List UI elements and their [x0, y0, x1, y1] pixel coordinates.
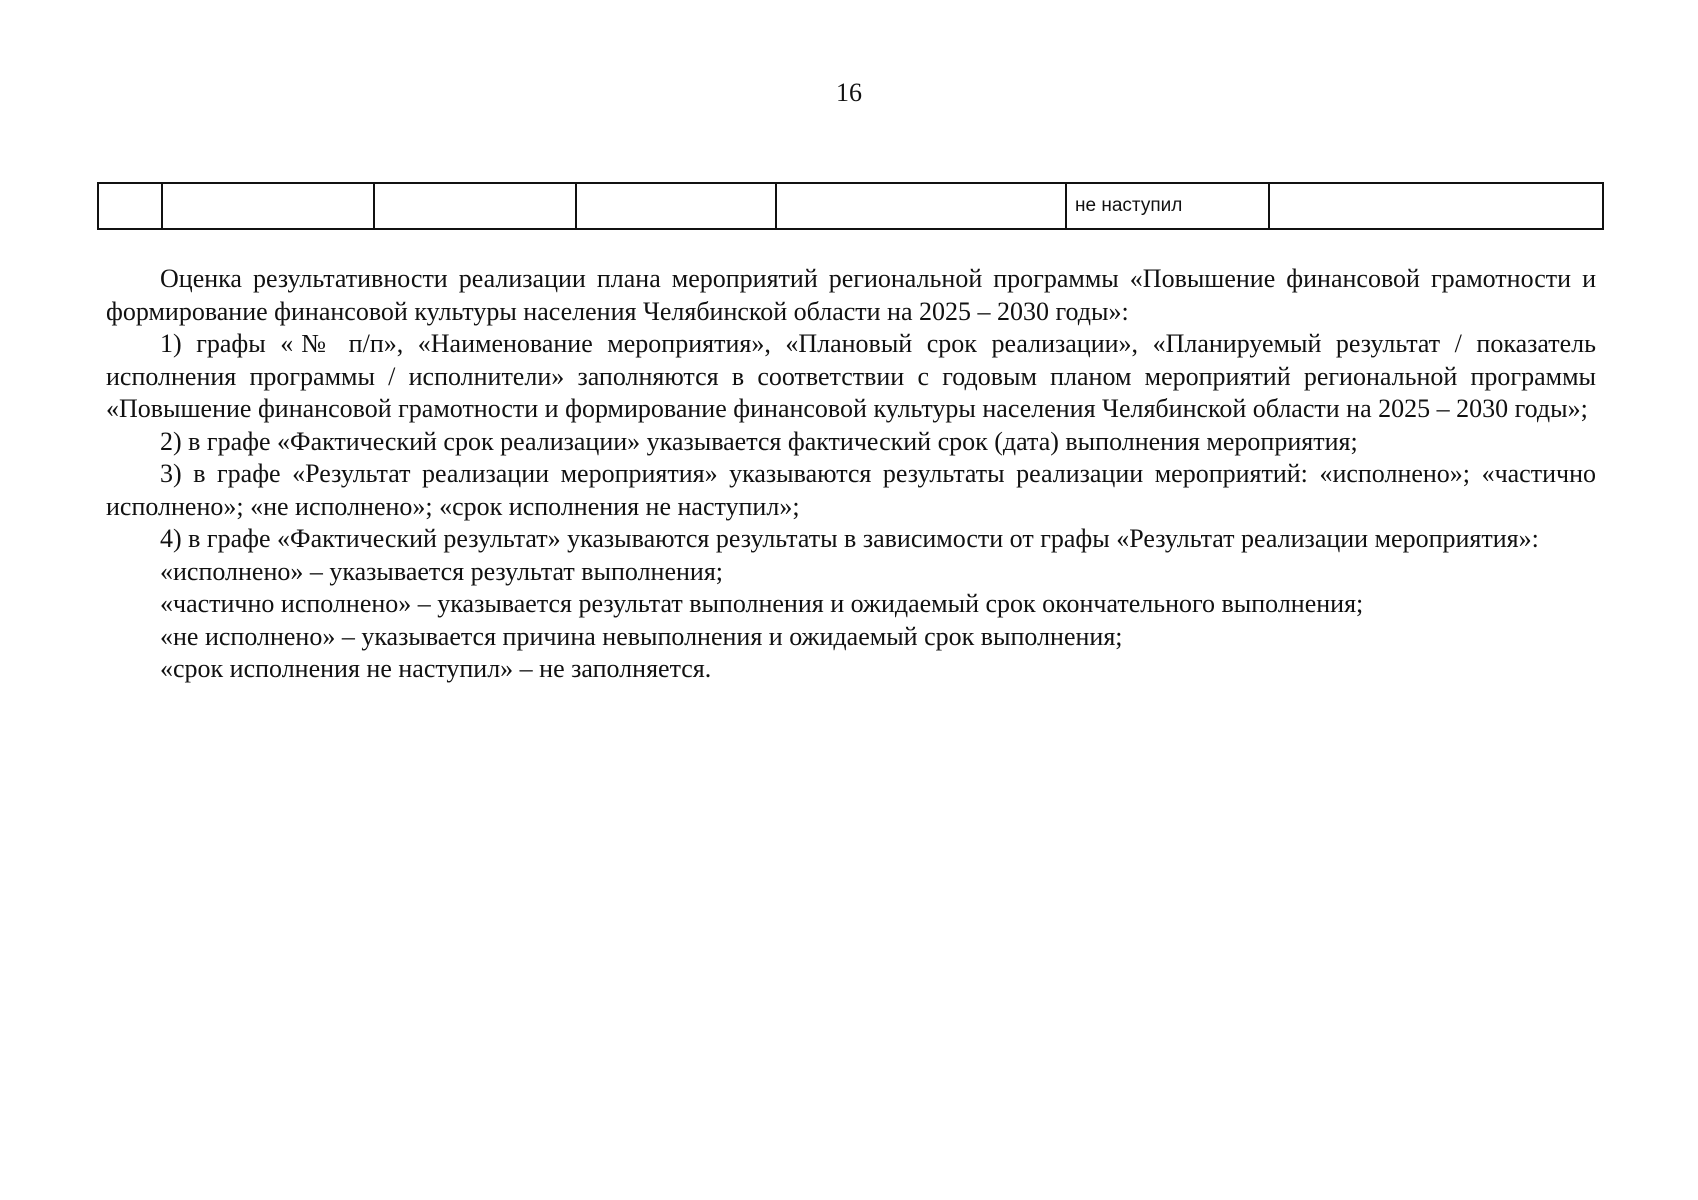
page-number: 16	[836, 78, 862, 107]
status-executed-line: «исполнено» – указывается результат выполнения;	[160, 556, 724, 586]
table-row	[98, 183, 1603, 229]
table-cell-event-name	[162, 183, 374, 229]
table-cell-planned-date	[374, 183, 576, 229]
item-3-paragraph: 3) в графе «Результат реализации мероприятия» указываются результаты реализации мероприятий: «исполнено»; «частично исполнено»; «не исполнено»; «срок исполнения не наступил»;	[106, 459, 1596, 521]
item-1-paragraph: 1) графы «№ п/п», «Наименование мероприятия», «Плановый срок реализации», «Планируемый результат / показатель исполнения программы / исполнители» заполняются в соответствии с годовым планом мероприятий региональной программы «Повышение финансовой грамотности и формирование финансовой культуры населения Челябинской области на 2025 – 2030 годы»;	[106, 329, 1596, 423]
text-block	[106, 263, 1596, 686]
status-partially-executed-line: «частично исполнено» – указывается результат выполнения и ожидаемый срок окончательного выполнения;	[160, 589, 1364, 618]
table-cell-actual-date	[776, 183, 1066, 229]
table-cell-implementation-result: не наступил	[1066, 183, 1269, 229]
status-not-due-line: «срок исполнения не наступил» – не заполняется.	[160, 654, 712, 683]
table-cell-planned-result	[576, 183, 776, 229]
table-cell-number	[98, 183, 162, 229]
table-fragment	[97, 182, 1604, 230]
item-2-paragraph: 2) в графе «Фактический срок реализации» указывается фактический срок (дата) выполнения мероприятия;	[160, 426, 1358, 456]
table-cell-actual-result	[1269, 183, 1603, 229]
intro-paragraph: Оценка результативности реализации плана мероприятий региональной программы «Повышение финансовой грамотности и формирование финансовой культуры населения Челябинской области на 2025 – 2030 годы»:	[106, 264, 1596, 326]
status-not-executed-line: «не исполнено» – указывается причина невыполнения и ожидаемый срок выполнения;	[160, 621, 1123, 651]
item-4-paragraph: 4) в графе «Фактический результат» указываются результаты в зависимости от графы «Результат реализации мероприятия»:	[160, 524, 1539, 553]
